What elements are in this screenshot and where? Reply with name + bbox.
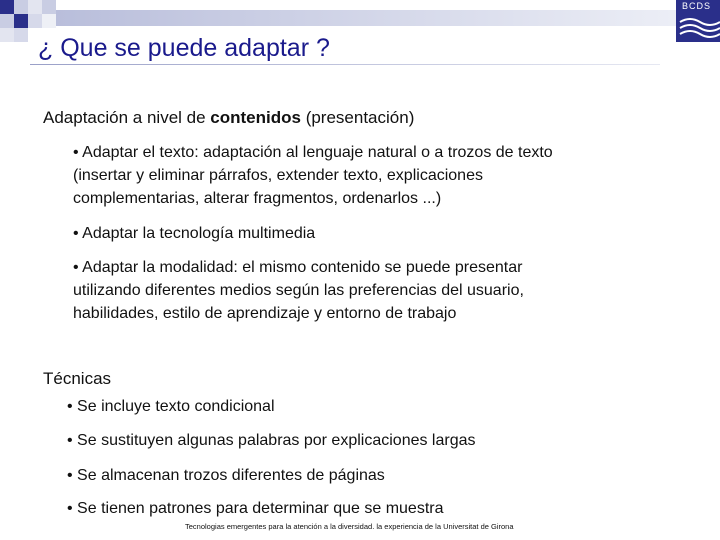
title-divider: [30, 64, 660, 65]
page-title: ¿ Que se puede adaptar ?: [38, 34, 330, 62]
bullet-adaptar-multimedia: • Adaptar la tecnología multimedia: [73, 225, 316, 242]
section-heading-tecnicas: Técnicas: [43, 369, 112, 388]
tecnica-item: • Se incluye texto condicional: [67, 398, 275, 415]
footer-text: Tecnologias emergentes para la atención a la diversidad. la experiencia de la Universitat de Girona: [185, 522, 514, 531]
bullet-adaptar-modalidad: • Adaptar la modalidad: el mismo contenido se puede presentar utilizando diferentes medios según las preferencias del usuario, habilidades, estilo de aprendizaje y entorno de trabajo: [73, 259, 524, 322]
tecnica-item: • Se tienen patrones para determinar que se muestra: [67, 500, 444, 517]
bullet-adaptar-texto: • Adaptar el texto: adaptación al lenguaje natural o a trozos de texto (insertar y eliminar párrafos, extender texto, explicaciones complementarias, alterar fragmentos, ordenarlos ...): [73, 144, 553, 207]
logo-text: BCDS: [682, 1, 712, 11]
tecnica-item: • Se almacenan trozos diferentes de páginas: [67, 467, 385, 484]
section-heading-contenidos: Adaptación a nivel de contenidos (presentación): [43, 108, 415, 127]
tecnica-item: • Se sustituyen algunas palabras por explicaciones largas: [67, 432, 476, 449]
